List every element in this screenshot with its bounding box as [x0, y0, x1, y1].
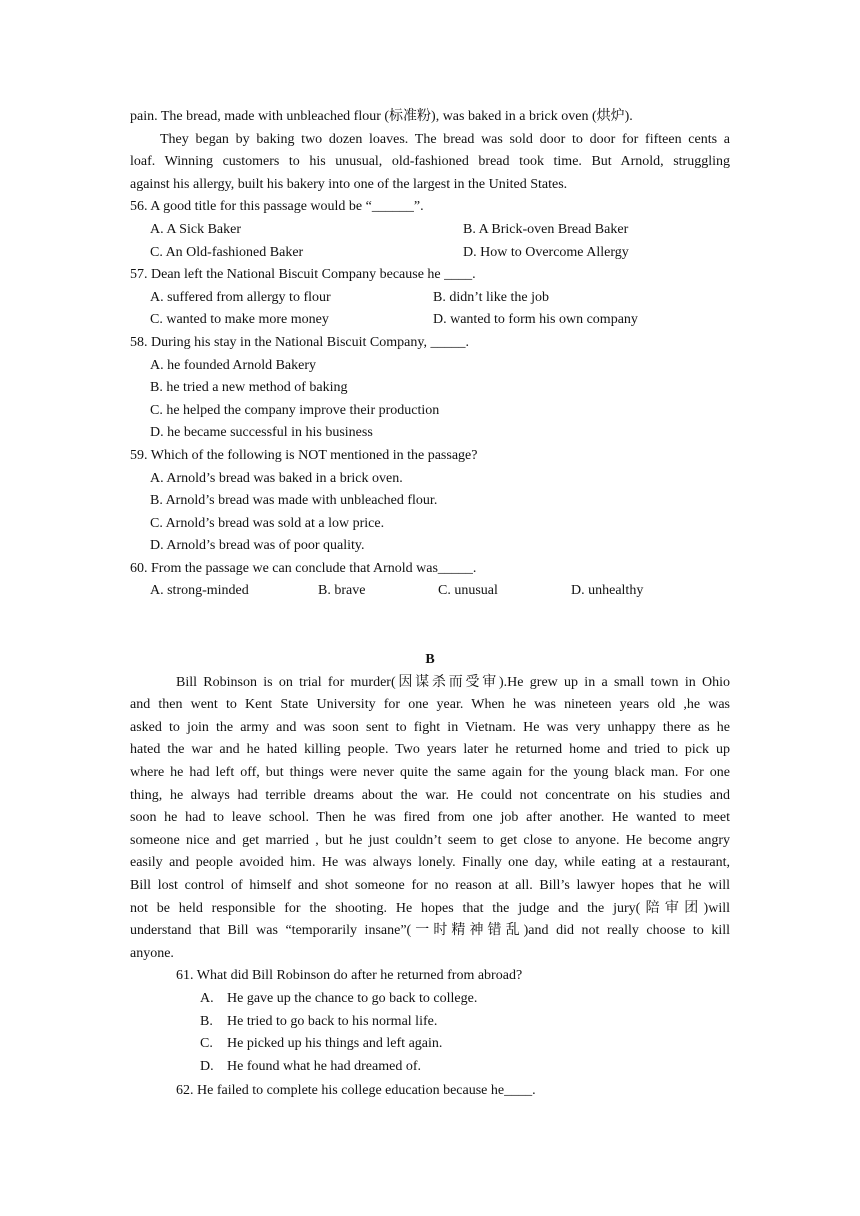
option-text: He tried to go back to his normal life. [227, 1013, 438, 1029]
option-a: A. Arnold’s bread was baked in a brick oven. [150, 470, 403, 486]
passage-line: soon he had to leave school. Then he was fired from one job after another. He wanted to meet [130, 810, 730, 826]
option-label: B. [200, 1013, 213, 1029]
question-58 [130, 332, 730, 445]
option-a: A. A Sick Baker [150, 221, 241, 237]
question-62 [130, 1080, 730, 1103]
option-b: B. A Brick-oven Bread Baker [463, 221, 629, 237]
passage-line: pain. The bread, made with unbleached flour (标准粉), was baked in a brick oven (烘炉). [130, 109, 633, 124]
passage-line: loaf. Winning customers to his unusual, old-fashioned bread took time. But Arnold, struggling [130, 154, 730, 170]
option-b: B. brave [318, 583, 366, 599]
option-d: D. unhealthy [571, 583, 644, 599]
option-a: A. suffered from allergy to flour [150, 289, 331, 305]
option-a: A. he founded Arnold Bakery [150, 357, 317, 373]
document-page [130, 106, 730, 1103]
option-b: B. didn’t like the job [433, 289, 550, 305]
option-text: He gave up the chance to go back to college. [227, 990, 478, 1006]
passage-line: Bill lost control of himself and shot someone for no reason at all. Bill’s lawyer hopes that he will [130, 878, 730, 893]
passage-line: anyone. [130, 945, 174, 961]
option-text: He found what he had dreamed of. [227, 1058, 421, 1074]
passage-line: Bill Robinson is on trial for murder(因谋杀而受审).He grew up in a small town in Ohio [176, 674, 730, 690]
option-label: A. [200, 990, 214, 1006]
passage-line: They began by baking two dozen loaves. The bread was sold door to door for fifteen cents a [160, 131, 730, 147]
question-57 [130, 264, 730, 332]
passage-line: someone nice and get married , but he just couldn’t seem to get close to anyone. He become angry [130, 832, 730, 848]
passage-line: easily and people avoided him. He was always lonely. Finally one day, while eating at a restaurant, [130, 855, 730, 871]
question-stem: 62. He failed to complete his college education because he____. [176, 1083, 536, 1099]
option-label: D. [200, 1058, 214, 1074]
question-56 [130, 196, 730, 264]
option-d [130, 1056, 730, 1079]
option-d: D. wanted to form his own company [433, 312, 638, 328]
option-a [130, 988, 730, 1011]
section-heading: B [425, 652, 435, 668]
passage-a-tail [130, 106, 730, 196]
option-c: C. Arnold’s bread was sold at a low price. [150, 515, 385, 531]
passage-line: hated the war and he hated killing people. Two years later he returned home and tried to pick up [130, 742, 730, 758]
option-c: C. he helped the company improve their production [150, 402, 440, 418]
question-stem: 60. From the passage we can conclude that Arnold was_____. [130, 560, 477, 576]
passage-line: asked to join the army and was soon sent to fight in Vietnam. He was very unhappy there as he [130, 719, 730, 735]
option-a: A. strong-minded [150, 583, 249, 599]
question-stem: 58. During his stay in the National Biscuit Company, _____. [130, 334, 469, 350]
option-b: B. Arnold’s bread was made with unbleached flour. [150, 493, 438, 509]
passage-line: not be held responsible for the shooting. He hopes that the judge and the jury(陪审团)will [130, 900, 730, 916]
passage-b [130, 672, 730, 966]
question-stem: 56. A good title for this passage would be “______”. [130, 199, 424, 215]
option-b: B. he tried a new method of baking [150, 380, 348, 396]
passage-line: against his allergy, built his bakery into one of the largest in the United States. [130, 176, 568, 192]
option-b [130, 1011, 730, 1034]
option-d: D. How to Overcome Allergy [463, 244, 629, 260]
option-text: He picked up his things and left again. [227, 1036, 443, 1052]
option-label: C. [200, 1036, 213, 1052]
question-60 [130, 558, 730, 603]
passage-line: thing, he always had terrible dreams about the war. He could not concentrate on his studies and [130, 787, 730, 803]
question-stem: 57. Dean left the National Biscuit Company because he ____. [130, 267, 476, 283]
question-stem: 59. Which of the following is NOT mentioned in the passage? [130, 447, 478, 463]
option-c: C. wanted to make more money [150, 312, 329, 328]
option-c: C. An Old-fashioned Baker [150, 244, 304, 260]
passage-line: where he had left off, but things were never quite the same again for the young black man. For one [130, 765, 730, 781]
question-59 [130, 445, 730, 558]
option-d: D. he became successful in his business [150, 425, 373, 441]
question-61 [130, 965, 730, 1078]
option-c [130, 1033, 730, 1056]
question-stem: 61. What did Bill Robinson do after he returned from abroad? [176, 968, 523, 984]
option-c: C. unusual [438, 583, 498, 599]
option-d: D. Arnold’s bread was of poor quality. [150, 538, 365, 554]
passage-line: understand that Bill was “temporarily insane”(一时精神错乱)and did not really choose to kill [130, 923, 730, 939]
passage-line: and then went to Kent State University for one year. When he was nineteen years old ,he was [130, 697, 730, 713]
